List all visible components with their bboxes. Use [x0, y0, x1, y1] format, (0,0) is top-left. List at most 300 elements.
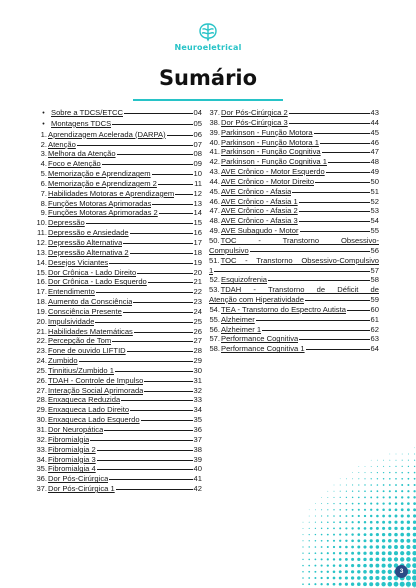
toc-entry-page: 11: [194, 178, 202, 188]
pattern-dot: [388, 576, 393, 581]
toc-entry[interactable]: [36, 149, 202, 159]
toc-leader-line: [112, 341, 192, 342]
toc-leader-line: [115, 371, 193, 372]
toc-entry[interactable]: [209, 275, 379, 285]
page-title: Sumário: [158, 66, 258, 90]
pattern-dot: [321, 546, 323, 548]
toc-entry-label[interactable]: TDAH - Transtorno de Déficit de: [220, 285, 379, 295]
toc-entry[interactable]: [36, 169, 202, 179]
toc-entry-page: 16: [193, 228, 202, 238]
pattern-dot: [327, 503, 328, 504]
toc-entry-label-continued[interactable]: 1: [209, 265, 214, 275]
toc-entry-label[interactable]: AVE Subagudo - Motor: [221, 226, 299, 236]
toc-leader-line: [109, 263, 192, 264]
toc-entry[interactable]: [209, 157, 379, 167]
toc-entry-label[interactable]: Memorização e Aprendizagem: [48, 169, 151, 179]
decorative-dot-pattern: [300, 420, 416, 588]
pattern-dot: [370, 527, 373, 530]
pattern-dot: [370, 521, 373, 524]
toc-entry[interactable]: [36, 228, 202, 238]
pattern-dot: [395, 490, 397, 492]
toc-entry-label[interactable]: TDAH - Controle de Impulso: [48, 375, 144, 385]
toc-entry-page: 15: [193, 218, 202, 228]
pattern-dot: [401, 496, 403, 498]
bullet-icon: •: [42, 110, 45, 117]
pattern-dot: [383, 460, 384, 461]
toc-entry-label-continued[interactable]: Compulsivo: [209, 245, 249, 255]
pattern-dot: [377, 490, 379, 492]
toc-entry-label[interactable]: Montagens TDCS: [51, 118, 112, 128]
toc-entry-label[interactable]: Parkinson - Função Cognitiva: [221, 147, 321, 157]
toc-entry[interactable]: [36, 455, 202, 465]
toc-entry-label[interactable]: AVE Crônico - Afasia 3: [221, 216, 298, 226]
toc-entry-label[interactable]: Parkinson - Função Cognitiva 1: [221, 157, 327, 167]
toc-entry-label[interactable]: Fibromialgia: [48, 434, 90, 444]
toc-entry-page: 07: [193, 139, 202, 149]
pattern-dot: [309, 522, 310, 523]
toc-entry-page: 43: [370, 108, 379, 117]
toc-entry[interactable]: [36, 346, 202, 356]
toc-entry-label[interactable]: Funções Motoras Aprimoradas: [48, 198, 152, 208]
pattern-dot: [327, 515, 328, 516]
toc-entry[interactable]: [36, 297, 202, 307]
toc-leader-line: [144, 381, 192, 382]
pattern-dot: [395, 515, 398, 518]
toc-entry[interactable]: [209, 216, 379, 226]
toc-entry[interactable]: [209, 138, 379, 148]
pattern-dot: [352, 478, 353, 479]
toc-entry[interactable]: [209, 305, 379, 315]
toc-entry-label[interactable]: Entendimento: [48, 287, 95, 297]
toc-entry-number: 38.: [209, 117, 220, 127]
toc-entry-label[interactable]: Funções Motoras Aprimoradas 2: [48, 208, 158, 218]
toc-leader-line: [175, 194, 192, 195]
toc-entry-number: 34.: [36, 454, 47, 464]
toc-entry[interactable]: [209, 128, 379, 138]
toc-entry-label[interactable]: Desejos Viciantes: [48, 257, 109, 267]
toc-entry-number: 15.: [36, 267, 47, 277]
toc-entry-page: 37: [193, 434, 202, 444]
toc-entry[interactable]: [209, 206, 379, 216]
toc-entry-label[interactable]: Depressão e Ansiedade: [48, 228, 129, 238]
pattern-dot: [394, 551, 398, 555]
pattern-dot: [389, 490, 391, 492]
toc-leader-line: [144, 391, 192, 392]
toc-entry[interactable]: [36, 435, 202, 445]
toc-entry-page: 39: [193, 454, 202, 464]
pattern-dot: [377, 460, 378, 461]
toc-entry-number: 43.: [209, 167, 220, 177]
toc-entry[interactable]: [36, 484, 202, 494]
toc-entry-label[interactable]: Consciência Presente: [48, 306, 122, 316]
pattern-dot: [401, 484, 403, 486]
toc-leader-line: [315, 182, 369, 183]
toc-entry-label[interactable]: Atenção: [48, 139, 76, 149]
toc-entry-number: 53.: [209, 285, 220, 295]
toc-entry-label[interactable]: TOC - Transtorno Obsessivo-: [220, 235, 379, 245]
pattern-dot: [339, 546, 341, 548]
toc-leader-line: [102, 164, 193, 165]
toc-entry[interactable]: [36, 179, 202, 189]
pattern-dot: [302, 546, 303, 547]
toc-entry[interactable]: [36, 405, 202, 415]
pattern-dot: [364, 515, 366, 517]
pattern-dot: [375, 576, 379, 580]
pattern-dot: [327, 491, 328, 492]
toc-entry[interactable]: [209, 226, 379, 236]
toc-entry-label[interactable]: Enxaqueca Reduzida: [48, 395, 121, 405]
pattern-dot: [351, 552, 354, 555]
toc-entry[interactable]: [36, 238, 202, 248]
pattern-dot: [395, 472, 396, 473]
toc-entry[interactable]: [36, 189, 202, 199]
pattern-dot: [388, 521, 391, 524]
toc-entry-label[interactable]: Enxaqueca Lado Direito: [48, 405, 130, 415]
toc-entry[interactable]: [36, 445, 202, 455]
pattern-dot: [339, 509, 341, 511]
toc-entry-number: 1.: [40, 129, 47, 139]
toc-entry[interactable]: [36, 218, 202, 228]
pattern-dot: [400, 582, 405, 587]
toc-entry-label[interactable]: Esquizofrenia: [221, 275, 268, 285]
toc-entry-number: 23.: [36, 346, 47, 356]
toc-entry[interactable]: [209, 147, 379, 157]
pattern-dot: [333, 564, 336, 567]
toc-entry-number: 51.: [209, 255, 220, 265]
pattern-dot: [375, 570, 379, 574]
pattern-dot: [314, 571, 316, 573]
pattern-dot: [339, 552, 342, 555]
toc-entry-number: 17.: [36, 287, 47, 297]
pattern-dot: [395, 502, 398, 505]
toc-entry-page: 34: [193, 405, 202, 415]
toc-leader-line: [328, 162, 370, 163]
pattern-dot: [327, 528, 329, 530]
toc-entry-number: 4.: [40, 159, 47, 169]
brain-icon: [197, 22, 219, 42]
toc-entry-label[interactable]: Depressão Alternativa: [48, 237, 123, 247]
toc-entry-label[interactable]: Parkinson - Função Motora 1: [221, 137, 319, 147]
toc-entry-label[interactable]: Dor Pós-Cirúrgica 1: [48, 484, 115, 494]
toc-entry-page: 29: [193, 356, 202, 366]
toc-entry-label[interactable]: Habilidades Matemáticas: [48, 326, 133, 336]
toc-entry[interactable]: [36, 248, 202, 258]
toc-entry-label[interactable]: Fibromialgia 3: [48, 454, 96, 464]
pattern-dot: [333, 534, 335, 536]
pattern-dot: [412, 582, 416, 587]
toc-entry[interactable]: [36, 356, 202, 366]
pattern-dot: [333, 571, 336, 574]
toc-entry[interactable]: [209, 197, 379, 207]
toc-entry-label[interactable]: Percepção de Tom: [48, 336, 112, 346]
toc-entry[interactable]: [36, 395, 202, 405]
pattern-dot: [339, 521, 341, 523]
pattern-dot: [363, 558, 366, 561]
toc-leader-line: [306, 349, 370, 350]
pattern-dot: [401, 508, 404, 511]
pattern-dot: [413, 539, 416, 543]
toc-entry-page: 64: [370, 344, 379, 354]
toc-entry[interactable]: [36, 199, 202, 209]
toc-entry[interactable]: [209, 325, 379, 335]
toc-entry-page: 09: [193, 159, 202, 169]
pattern-dot: [400, 533, 404, 537]
toc-entry[interactable]: [36, 464, 202, 474]
pattern-dot: [303, 522, 304, 523]
pattern-dot: [339, 558, 342, 561]
pattern-dot: [369, 564, 373, 568]
toc-leader-line: [322, 152, 370, 153]
toc-leader-line: [123, 312, 193, 313]
toc-entry[interactable]: [209, 177, 379, 187]
toc-entry[interactable]: [36, 258, 202, 268]
pattern-dot: [394, 533, 398, 537]
toc-entry[interactable]: [36, 108, 202, 119]
toc-entry[interactable]: [36, 268, 202, 278]
pattern-dot: [333, 503, 334, 504]
toc-entry-label[interactable]: Dor Neuropática: [48, 425, 104, 434]
toc-entry[interactable]: [209, 315, 379, 325]
pattern-dot: [302, 540, 303, 541]
pattern-dot: [382, 539, 385, 542]
toc-entry[interactable]: [209, 236, 379, 256]
toc-entry-label[interactable]: Performance Cognitiva 1: [221, 344, 305, 354]
pattern-dot: [314, 565, 316, 567]
pattern-dot: [370, 484, 372, 486]
toc-entry-label[interactable]: Depressão: [48, 218, 85, 228]
pattern-dot: [407, 484, 409, 486]
toc-entry[interactable]: [36, 208, 202, 218]
pattern-dot: [309, 516, 310, 517]
toc-entry-number: 47.: [209, 206, 220, 216]
toc-leader-line: [299, 339, 369, 340]
toc-leader-line: [112, 124, 192, 125]
toc-entry[interactable]: [36, 474, 202, 484]
pattern-dot: [413, 545, 416, 549]
pattern-dot: [357, 570, 360, 573]
toc-entry-number: 16.: [36, 277, 47, 287]
pattern-dot: [412, 569, 416, 574]
toc-entry-page: 12: [193, 188, 202, 198]
toc-entry[interactable]: [209, 118, 379, 128]
toc-entry[interactable]: [209, 344, 379, 354]
toc-entry-label[interactable]: Aumento da Consciência: [48, 297, 133, 307]
toc-entry-label[interactable]: Impulsividade: [48, 316, 95, 326]
toc-entry[interactable]: [36, 159, 202, 169]
toc-leader-line: [97, 460, 193, 461]
toc-entry-label[interactable]: TEA - Transtorno do Espectro Autista: [221, 304, 346, 314]
toc-entry-label[interactable]: AVE Crônico - Afasia: [221, 186, 292, 196]
toc-entry[interactable]: [36, 277, 202, 287]
pattern-dot: [320, 577, 322, 579]
toc-entry-label[interactable]: Enxaqueca Lado Esquerdo: [48, 415, 140, 425]
toc-entry-label[interactable]: Fibromialgia 2: [48, 444, 96, 454]
toc-entry-label[interactable]: Foco e Atenção: [48, 159, 101, 169]
pattern-dot: [340, 491, 341, 492]
pattern-dot: [315, 503, 316, 504]
toc-leader-line: [299, 221, 370, 222]
pattern-dot: [406, 539, 410, 543]
toc-entry-number: 22.: [36, 336, 47, 346]
toc-entry-page: 08: [193, 149, 202, 159]
toc-entry-label[interactable]: Depressão Alternativa 2: [48, 247, 129, 257]
toc-entry-label[interactable]: Sobre a TDCS/ETCC: [51, 108, 124, 117]
toc-entry-number: 6.: [40, 178, 47, 188]
toc-entry-page: 18: [193, 247, 202, 257]
pattern-dot: [414, 447, 415, 448]
pattern-dot: [369, 570, 373, 574]
toc-entry-number: 39.: [209, 127, 220, 137]
pattern-dot: [321, 515, 322, 516]
pattern-dot: [383, 490, 385, 492]
pattern-dot: [401, 478, 403, 480]
pattern-dot: [376, 539, 379, 542]
pattern-dot: [345, 540, 347, 542]
toc-entry[interactable]: [36, 425, 202, 435]
toc-entry-page: 38: [193, 444, 202, 454]
toc-entry-label[interactable]: Dor Pós-Cirúrgica: [48, 474, 109, 484]
toc-entry-label[interactable]: Zumbido: [48, 356, 78, 366]
pattern-dot: [365, 466, 366, 467]
pattern-dot: [327, 521, 329, 523]
toc-entry-label[interactable]: Melhora da Atenção: [48, 149, 116, 159]
toc-entry-label[interactable]: Dor Crônica - Lado Esquerdo: [48, 277, 147, 287]
pattern-dot: [327, 546, 329, 548]
toc-entry-label[interactable]: Fone de ouvido LIFTID: [48, 346, 126, 356]
pattern-dot: [351, 576, 354, 579]
page-number-badge: 3: [395, 565, 408, 578]
toc-leader-line: [130, 410, 192, 411]
toc-entry-label[interactable]: AVE Crônico - Afasia 1: [221, 196, 298, 206]
toc-entry[interactable]: [36, 327, 202, 337]
toc-entry-page: 05: [193, 118, 202, 128]
pattern-dot: [414, 466, 415, 467]
toc-entry-label[interactable]: Fibromialgia 4: [48, 464, 96, 474]
toc-entry[interactable]: [209, 285, 379, 305]
toc-entry[interactable]: [209, 334, 379, 344]
toc-entry[interactable]: [36, 317, 202, 327]
pattern-dot: [388, 515, 391, 518]
bullet-icon: •: [42, 120, 45, 128]
toc-entry-page: 46: [370, 137, 379, 147]
pattern-dot: [309, 540, 310, 541]
toc-entry[interactable]: [209, 256, 379, 276]
toc-entry[interactable]: [36, 287, 202, 297]
toc-entry-page: 35: [193, 415, 202, 425]
brand-name: Neuroeletrical: [174, 43, 242, 52]
toc-entry-label[interactable]: Tinnitius/Zumbido 1: [48, 365, 114, 375]
pattern-dot: [402, 466, 403, 467]
pattern-dot: [346, 497, 347, 498]
toc-entry[interactable]: [36, 130, 202, 140]
toc-entry[interactable]: [36, 307, 202, 317]
toc-entry-page: 25: [193, 316, 202, 326]
pattern-dot: [382, 545, 386, 549]
pattern-dot: [364, 478, 365, 479]
toc-entry-page: 53: [370, 206, 379, 216]
pattern-dot: [320, 583, 322, 585]
toc-entry-label[interactable]: AVE Crônico - Motor Esquerdo: [221, 167, 325, 177]
pattern-dot: [309, 534, 310, 535]
pattern-dot: [351, 546, 354, 549]
pattern-dot: [363, 582, 367, 586]
pattern-dot: [407, 496, 409, 498]
toc-entry-label[interactable]: Habilidades Motoras e Aprendizagem: [48, 188, 175, 198]
pattern-dot: [406, 551, 410, 555]
toc-entry[interactable]: [36, 376, 202, 386]
toc-entry-number: 19.: [36, 306, 47, 316]
toc-entry-label[interactable]: AVE Crônico - Afasia 2: [221, 206, 298, 216]
pattern-dot: [414, 478, 416, 480]
pattern-dot: [314, 577, 316, 579]
toc-entry[interactable]: [209, 167, 379, 177]
pattern-dot: [382, 557, 386, 561]
toc-leader-line: [326, 172, 370, 173]
toc-entry-label[interactable]: Alzheimer 1: [221, 324, 262, 334]
pattern-dot: [389, 472, 390, 473]
toc-entry[interactable]: [36, 386, 202, 396]
pattern-dot: [376, 551, 380, 555]
pattern-dot: [382, 521, 385, 524]
pattern-dot: [315, 528, 316, 529]
pattern-dot: [315, 515, 316, 516]
toc-entry-label[interactable]: Dor Crônica - Lado Direito: [48, 267, 137, 277]
toc-entry[interactable]: [209, 108, 379, 118]
pattern-dot: [382, 527, 385, 530]
pattern-dot: [352, 497, 354, 499]
pattern-dot: [414, 460, 415, 461]
pattern-dot: [333, 527, 335, 529]
toc-leader-line: [299, 202, 370, 203]
toc-entry[interactable]: [36, 415, 202, 425]
pattern-dot: [376, 558, 380, 562]
toc-entry-label[interactable]: TOC - Transtorno Obsessivo-Compulsivo: [220, 255, 379, 265]
pattern-dot: [412, 575, 416, 580]
pattern-dot: [402, 460, 403, 461]
toc-entry[interactable]: [36, 119, 202, 130]
toc-entry-number: 44.: [209, 176, 220, 186]
pattern-dot: [389, 478, 391, 480]
pattern-dot: [406, 575, 411, 580]
toc-entry-number: 36.: [36, 474, 47, 484]
toc-entry[interactable]: [209, 187, 379, 197]
toc-entry[interactable]: [36, 336, 202, 346]
toc-entry-label[interactable]: Aprendizagem Acelerada (DARPA): [48, 129, 166, 139]
toc-entry-label[interactable]: Interação Social Aprimorada: [48, 385, 144, 395]
pattern-dot: [370, 515, 372, 517]
toc-entry[interactable]: [36, 366, 202, 376]
toc-entry-page: 20: [193, 267, 202, 277]
pattern-dot: [388, 545, 392, 549]
toc-entry-label[interactable]: Alzheimer: [221, 314, 255, 324]
pattern-dot: [406, 557, 411, 562]
pattern-dot: [302, 559, 303, 560]
pattern-dot: [413, 496, 415, 498]
toc-entry-number: 20.: [36, 316, 47, 326]
toc-entry-label[interactable]: AVE Crônico - Motor Direito: [221, 176, 315, 186]
pattern-dot: [321, 528, 322, 529]
toc-entry-label-continued[interactable]: Atenção com Hiperatividade: [209, 295, 304, 305]
toc-entry-label[interactable]: Parkinson - Função Motora: [221, 127, 313, 137]
toc-entry-label[interactable]: Memorização e Aprendizagem 2: [48, 178, 157, 188]
toc-entry[interactable]: [36, 140, 202, 150]
toc-entry-label[interactable]: Dor Pós-Cirúrgica 2: [221, 108, 288, 117]
toc-leader-line: [137, 273, 192, 274]
toc-entry-label[interactable]: Performance Cognitiva: [221, 334, 299, 344]
toc-entry-label[interactable]: Dor Pós-Cirúrgica 3: [221, 117, 288, 127]
pattern-dot: [401, 515, 404, 518]
toc-entry-page: 40: [193, 464, 202, 474]
